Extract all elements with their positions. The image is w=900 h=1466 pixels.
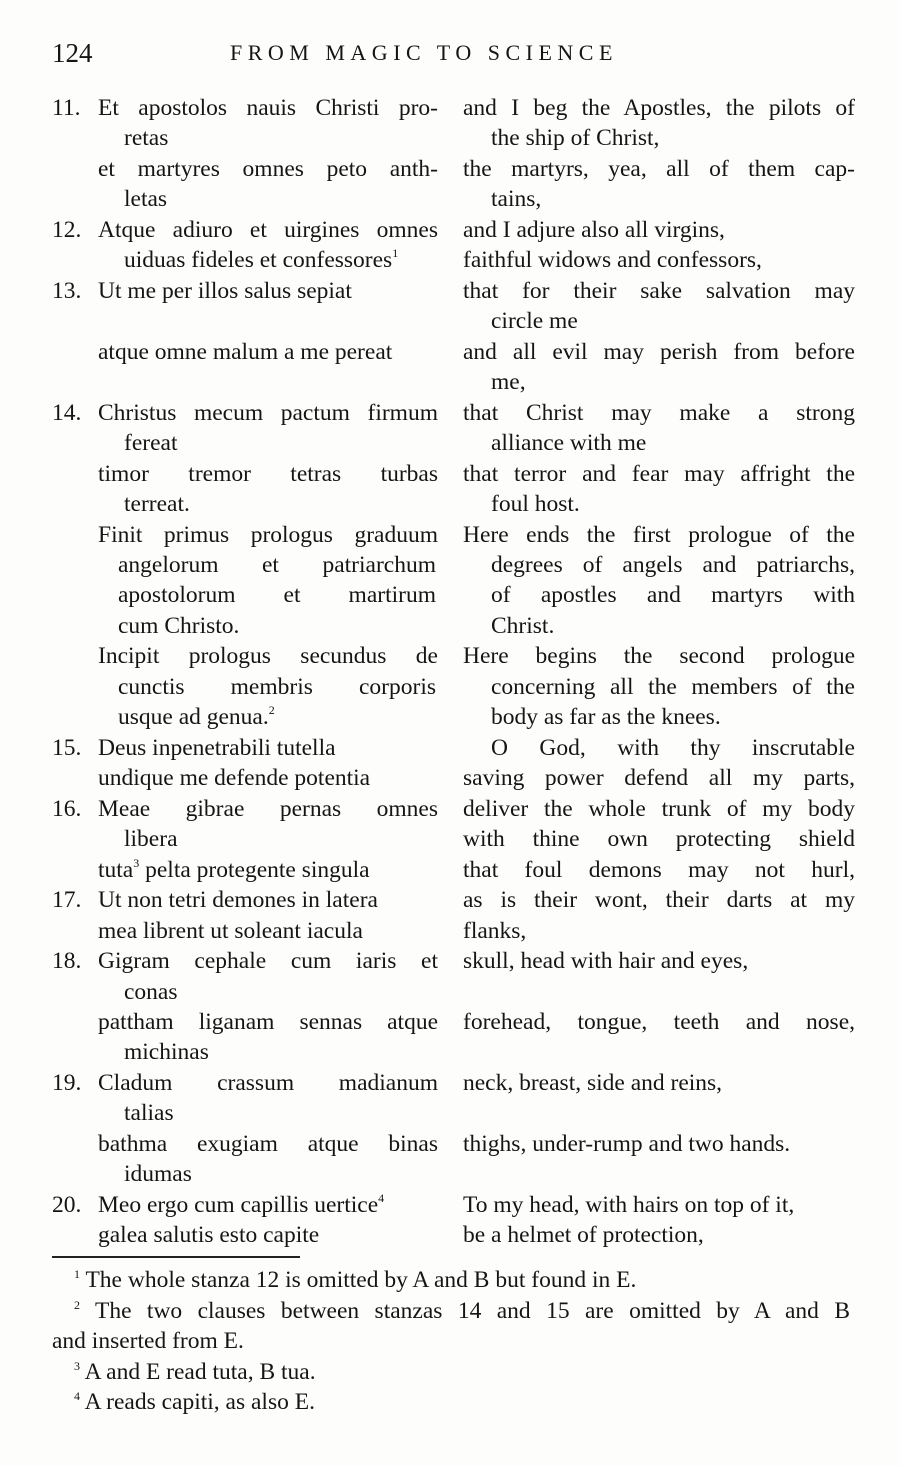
- latin-line: apostolorum et martirum: [118, 582, 436, 608]
- latin-line: fereat: [124, 430, 178, 456]
- latin-line: 12. Atque adiuro et uirgines omnes: [52, 217, 438, 243]
- english-line: body as far as the knees.: [491, 704, 721, 730]
- latin-line: Incipit prologus secundus de: [98, 643, 438, 669]
- latin-line: atque omne malum a me pereat: [98, 339, 393, 365]
- latin-line: mea librent ut soleant iacula: [98, 918, 363, 944]
- english-line: that terror and fear may affright the: [463, 461, 855, 487]
- english-line: with thine own protecting shield: [463, 826, 855, 852]
- footnote-marker: 2: [74, 1298, 80, 1312]
- english-line: foul host.: [491, 491, 580, 517]
- latin-line: tuta$^3$ pelta protegente singula: [98, 856, 370, 883]
- english-line: neck, breast, side and reins,: [463, 1070, 723, 1096]
- latin-line: 14. Christus mecum pactum firmum: [52, 400, 438, 426]
- english-line: that for their sake salvation may: [463, 278, 855, 304]
- english-line: and I adjure also all virgins,: [463, 217, 725, 243]
- footnote-marker: 4: [74, 1389, 80, 1403]
- footnote-marker: 2: [268, 703, 275, 717]
- latin-line: undique me defende potentia: [98, 765, 371, 791]
- english-line: thighs, under-rump and two hands.: [463, 1131, 791, 1157]
- english-line: that foul demons may not hurl,: [463, 857, 855, 883]
- footnote: $^2$ The two clauses between stanzas 14 and 15 are omitted by A and B: [74, 1298, 850, 1324]
- english-line: deliver the whole trunk of my body: [463, 796, 855, 822]
- english-line: and all evil may perish from before: [463, 339, 855, 365]
- english-line: tains,: [491, 186, 542, 212]
- latin-line: pattham liganam sennas atque: [98, 1009, 438, 1035]
- latin-line: galea salutis esto capite: [98, 1222, 320, 1248]
- latin-line: 16. Meae gibrae pernas omnes: [52, 796, 438, 822]
- english-line: Here ends the first prologue of the: [463, 522, 855, 548]
- latin-line: et martyres omnes peto anth-: [98, 156, 438, 182]
- english-line: Christ.: [491, 613, 555, 639]
- english-line: concerning all the members of the: [491, 674, 855, 700]
- latin-line: 15. Deus inpenetrabili tutella: [52, 735, 336, 761]
- english-line: the ship of Christ,: [491, 125, 660, 151]
- english-line: O God, with thy inscrutable: [491, 735, 855, 761]
- english-line: saving power defend all my parts,: [463, 765, 855, 791]
- stanza-number: 17.: [52, 887, 82, 913]
- latin-line: timor tremor tetras turbas: [98, 461, 438, 487]
- english-line: me,: [491, 369, 526, 395]
- latin-line: 11. Et apostolos nauis Christi pro-: [52, 95, 438, 121]
- footnote-marker: 1: [74, 1267, 80, 1281]
- english-line: circle me: [491, 308, 578, 334]
- english-line: To my head, with hairs on top of it,: [463, 1192, 795, 1218]
- page-number: 124: [52, 38, 93, 68]
- english-line: that Christ may make a strong: [463, 400, 855, 426]
- footnote-marker: 1: [392, 246, 399, 260]
- latin-line: talias: [124, 1100, 174, 1126]
- latin-line: bathma exugiam atque binas: [98, 1131, 438, 1157]
- latin-line: 17. Ut non tetri demones in latera: [52, 887, 378, 913]
- english-line: skull, head with hair and eyes,: [463, 948, 749, 974]
- page-header: [52, 38, 852, 74]
- english-line: degrees of angels and patriarchs,: [491, 552, 855, 578]
- stanza-number: 13.: [52, 278, 82, 304]
- latin-line: 19. Cladum crassum madianum: [52, 1070, 438, 1096]
- footnote: $^4$ A reads capiti, as also E.: [74, 1389, 315, 1415]
- latin-line: cum Christo.: [118, 613, 240, 639]
- english-line: of apostles and martyrs with: [491, 582, 855, 608]
- stanza-number: 12.: [52, 217, 82, 243]
- english-line: alliance with me: [491, 430, 647, 456]
- english-line: the martyrs, yea, all of them cap-: [463, 156, 855, 182]
- latin-line: letas: [124, 186, 168, 212]
- english-line: flanks,: [463, 918, 527, 944]
- footnote-continuation: and inserted from E.: [52, 1328, 244, 1354]
- latin-line: michinas: [124, 1039, 209, 1065]
- latin-line: 18. Gigram cephale cum iaris et: [52, 948, 438, 974]
- footnote-divider: [52, 1256, 300, 1258]
- latin-line: cunctis membris corporis: [118, 674, 436, 700]
- english-line: and I beg the Apostles, the pilots of: [463, 95, 855, 121]
- english-line: as is their wont, their darts at my: [463, 887, 855, 913]
- footnote-marker: 4: [378, 1191, 385, 1205]
- english-line: be a helmet of protection,: [463, 1222, 704, 1248]
- running-title: FROM MAGIC TO SCIENCE: [230, 40, 618, 65]
- latin-line: retas: [124, 125, 169, 151]
- stanza-number: 16.: [52, 796, 82, 822]
- stanza-number: 11.: [52, 95, 81, 121]
- stanza-number: 18.: [52, 948, 82, 974]
- footnote-marker: 3: [133, 856, 140, 870]
- latin-line: angelorum et patriarchum: [118, 552, 436, 578]
- footnote-marker: 3: [74, 1359, 80, 1373]
- english-line: forehead, tongue, teeth and nose,: [463, 1009, 855, 1035]
- footnote: $^1$ The whole stanza 12 is omitted by A and B but found in E.: [74, 1267, 637, 1293]
- english-line: faithful widows and confessors,: [463, 247, 762, 273]
- latin-line: libera: [124, 826, 178, 852]
- english-line: Here begins the second prologue: [463, 643, 855, 669]
- footnote: $^3$ A and E read tuta, B tua.: [74, 1359, 316, 1385]
- latin-line: usque ad genua.$^2$: [118, 703, 275, 730]
- stanza-number: 19.: [52, 1070, 82, 1096]
- latin-line: idumas: [124, 1161, 192, 1187]
- latin-line: 20. Meo ergo cum capillis uertice$^4$: [52, 1191, 385, 1218]
- stanza-number: 14.: [52, 400, 82, 426]
- latin-line: terreat.: [124, 491, 190, 517]
- stanza-number: 15.: [52, 735, 82, 761]
- latin-line: conas: [124, 979, 178, 1005]
- stanza-number: 20.: [52, 1192, 82, 1218]
- latin-line: 13. Ut me per illos salus sepiat: [52, 278, 352, 304]
- latin-line: Finit primus prologus graduum: [98, 522, 438, 548]
- latin-line: uiduas fideles et confessores$^1$: [124, 246, 399, 273]
